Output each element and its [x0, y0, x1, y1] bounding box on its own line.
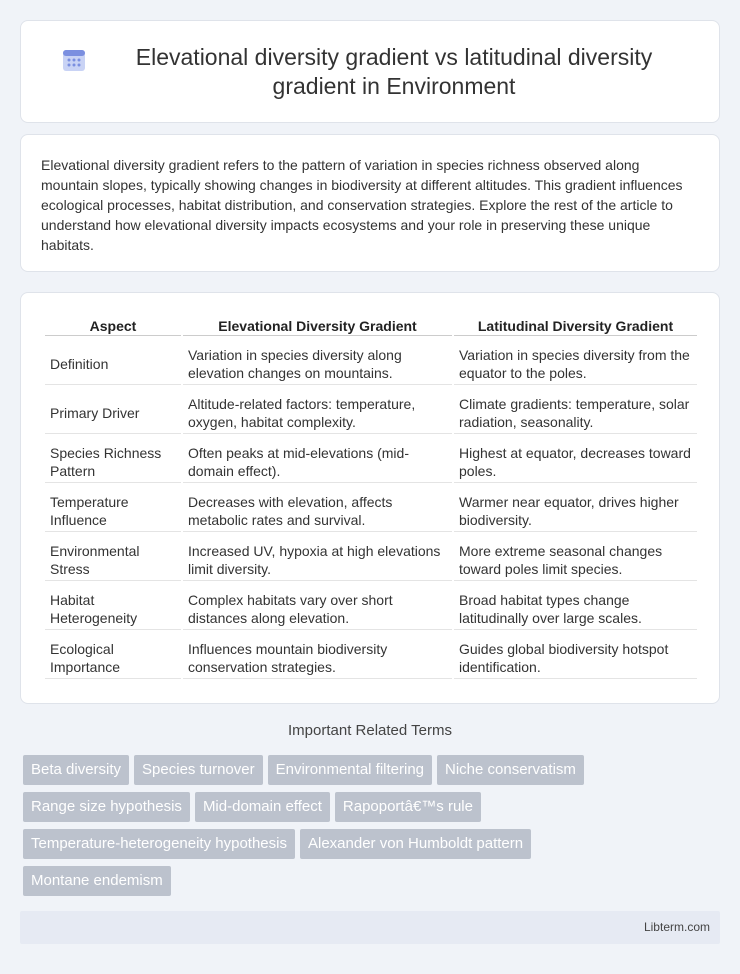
- row-elevational: Variation in species diversity along elevation changes on mountains.: [183, 336, 452, 385]
- row-aspect: Ecological Importance: [45, 630, 181, 679]
- header-latitudinal: Latitudinal Diversity Gradient: [454, 316, 697, 336]
- row-aspect: Definition: [45, 336, 181, 385]
- footer: [20, 911, 720, 944]
- row-aspect: Temperature Influence: [45, 483, 181, 532]
- tag-link[interactable]: Species turnover: [134, 755, 263, 785]
- row-elevational: Increased UV, hypoxia at high elevations limit diversity.: [183, 532, 452, 581]
- row-aspect: Habitat Heterogeneity: [45, 581, 181, 630]
- table-row: [45, 434, 697, 483]
- row-elevational: Decreases with elevation, affects metabolic rates and survival.: [183, 483, 452, 532]
- row-aspect: Environmental Stress: [45, 532, 181, 581]
- tag-link[interactable]: Temperature-heterogeneity hypothesis: [23, 829, 295, 859]
- footer-site-link[interactable]: Libterm.com: [643, 920, 710, 934]
- tag-link[interactable]: Range size hypothesis: [23, 792, 190, 822]
- tag-link[interactable]: Montane endemism: [23, 866, 171, 896]
- tag-link[interactable]: Beta diversity: [23, 755, 129, 785]
- related-terms-tags: [23, 755, 723, 903]
- tag-link[interactable]: Alexander von Humboldt pattern: [300, 829, 531, 859]
- row-elevational: Complex habitats vary over short distances along elevation.: [183, 581, 452, 630]
- table-row: [45, 581, 697, 630]
- intro-card: [20, 134, 720, 272]
- row-latitudinal: Climate gradients: temperature, solar radiation, seasonality.: [454, 385, 697, 434]
- row-elevational: Altitude-related factors: temperature, oxygen, habitat complexity.: [183, 385, 452, 434]
- header-elevational: Elevational Diversity Gradient: [183, 316, 452, 336]
- header-aspect: Aspect: [45, 316, 181, 336]
- row-latitudinal: Broad habitat types change latitudinally over large scales.: [454, 581, 697, 630]
- row-elevational: Influences mountain biodiversity conservation strategies.: [183, 630, 452, 679]
- tag-link[interactable]: Niche conservatism: [437, 755, 584, 785]
- intro-text: Elevational diversity gradient refers to the pattern of variation in species richness observed along mountain slopes, typically showing changes in biodiversity at different altitudes. This gradient influences ecological processes, habitat distribution, and conservation strategies. Explore the rest of the article to understand how elevational diversity impacts ecosystems and your role in preserving these unique habitats.: [41, 157, 683, 253]
- title-wrap: [21, 43, 719, 101]
- calendar-icon: [61, 47, 87, 73]
- table-header-row: [45, 316, 697, 336]
- comparison-table: [43, 316, 699, 679]
- row-aspect: Primary Driver: [45, 385, 181, 434]
- row-elevational: Often peaks at mid-elevations (mid-domain effect).: [183, 434, 452, 483]
- table-row: [45, 336, 697, 385]
- row-latitudinal: Variation in species diversity from the equator to the poles.: [454, 336, 697, 385]
- tag-link[interactable]: Rapoportâ€™s rule: [335, 792, 481, 822]
- header-card: [20, 20, 720, 123]
- table-row: [45, 630, 697, 679]
- page-title: Elevational diversity gradient vs latitudinal diversity gradient in Environment: [135, 43, 653, 99]
- related-terms-title: Important Related Terms: [288, 722, 452, 739]
- comparison-table-card: [20, 292, 720, 704]
- tag-link[interactable]: Mid-domain effect: [195, 792, 330, 822]
- row-aspect: Species Richness Pattern: [45, 434, 181, 483]
- table-row: [45, 532, 697, 581]
- row-latitudinal: Guides global biodiversity hotspot identification.: [454, 630, 697, 679]
- table-row: [45, 483, 697, 532]
- row-latitudinal: More extreme seasonal changes toward poles limit species.: [454, 532, 697, 581]
- table-row: [45, 385, 697, 434]
- row-latitudinal: Warmer near equator, drives higher biodiversity.: [454, 483, 697, 532]
- row-latitudinal: Highest at equator, decreases toward poles.: [454, 434, 697, 483]
- tag-link[interactable]: Environmental filtering: [268, 755, 432, 785]
